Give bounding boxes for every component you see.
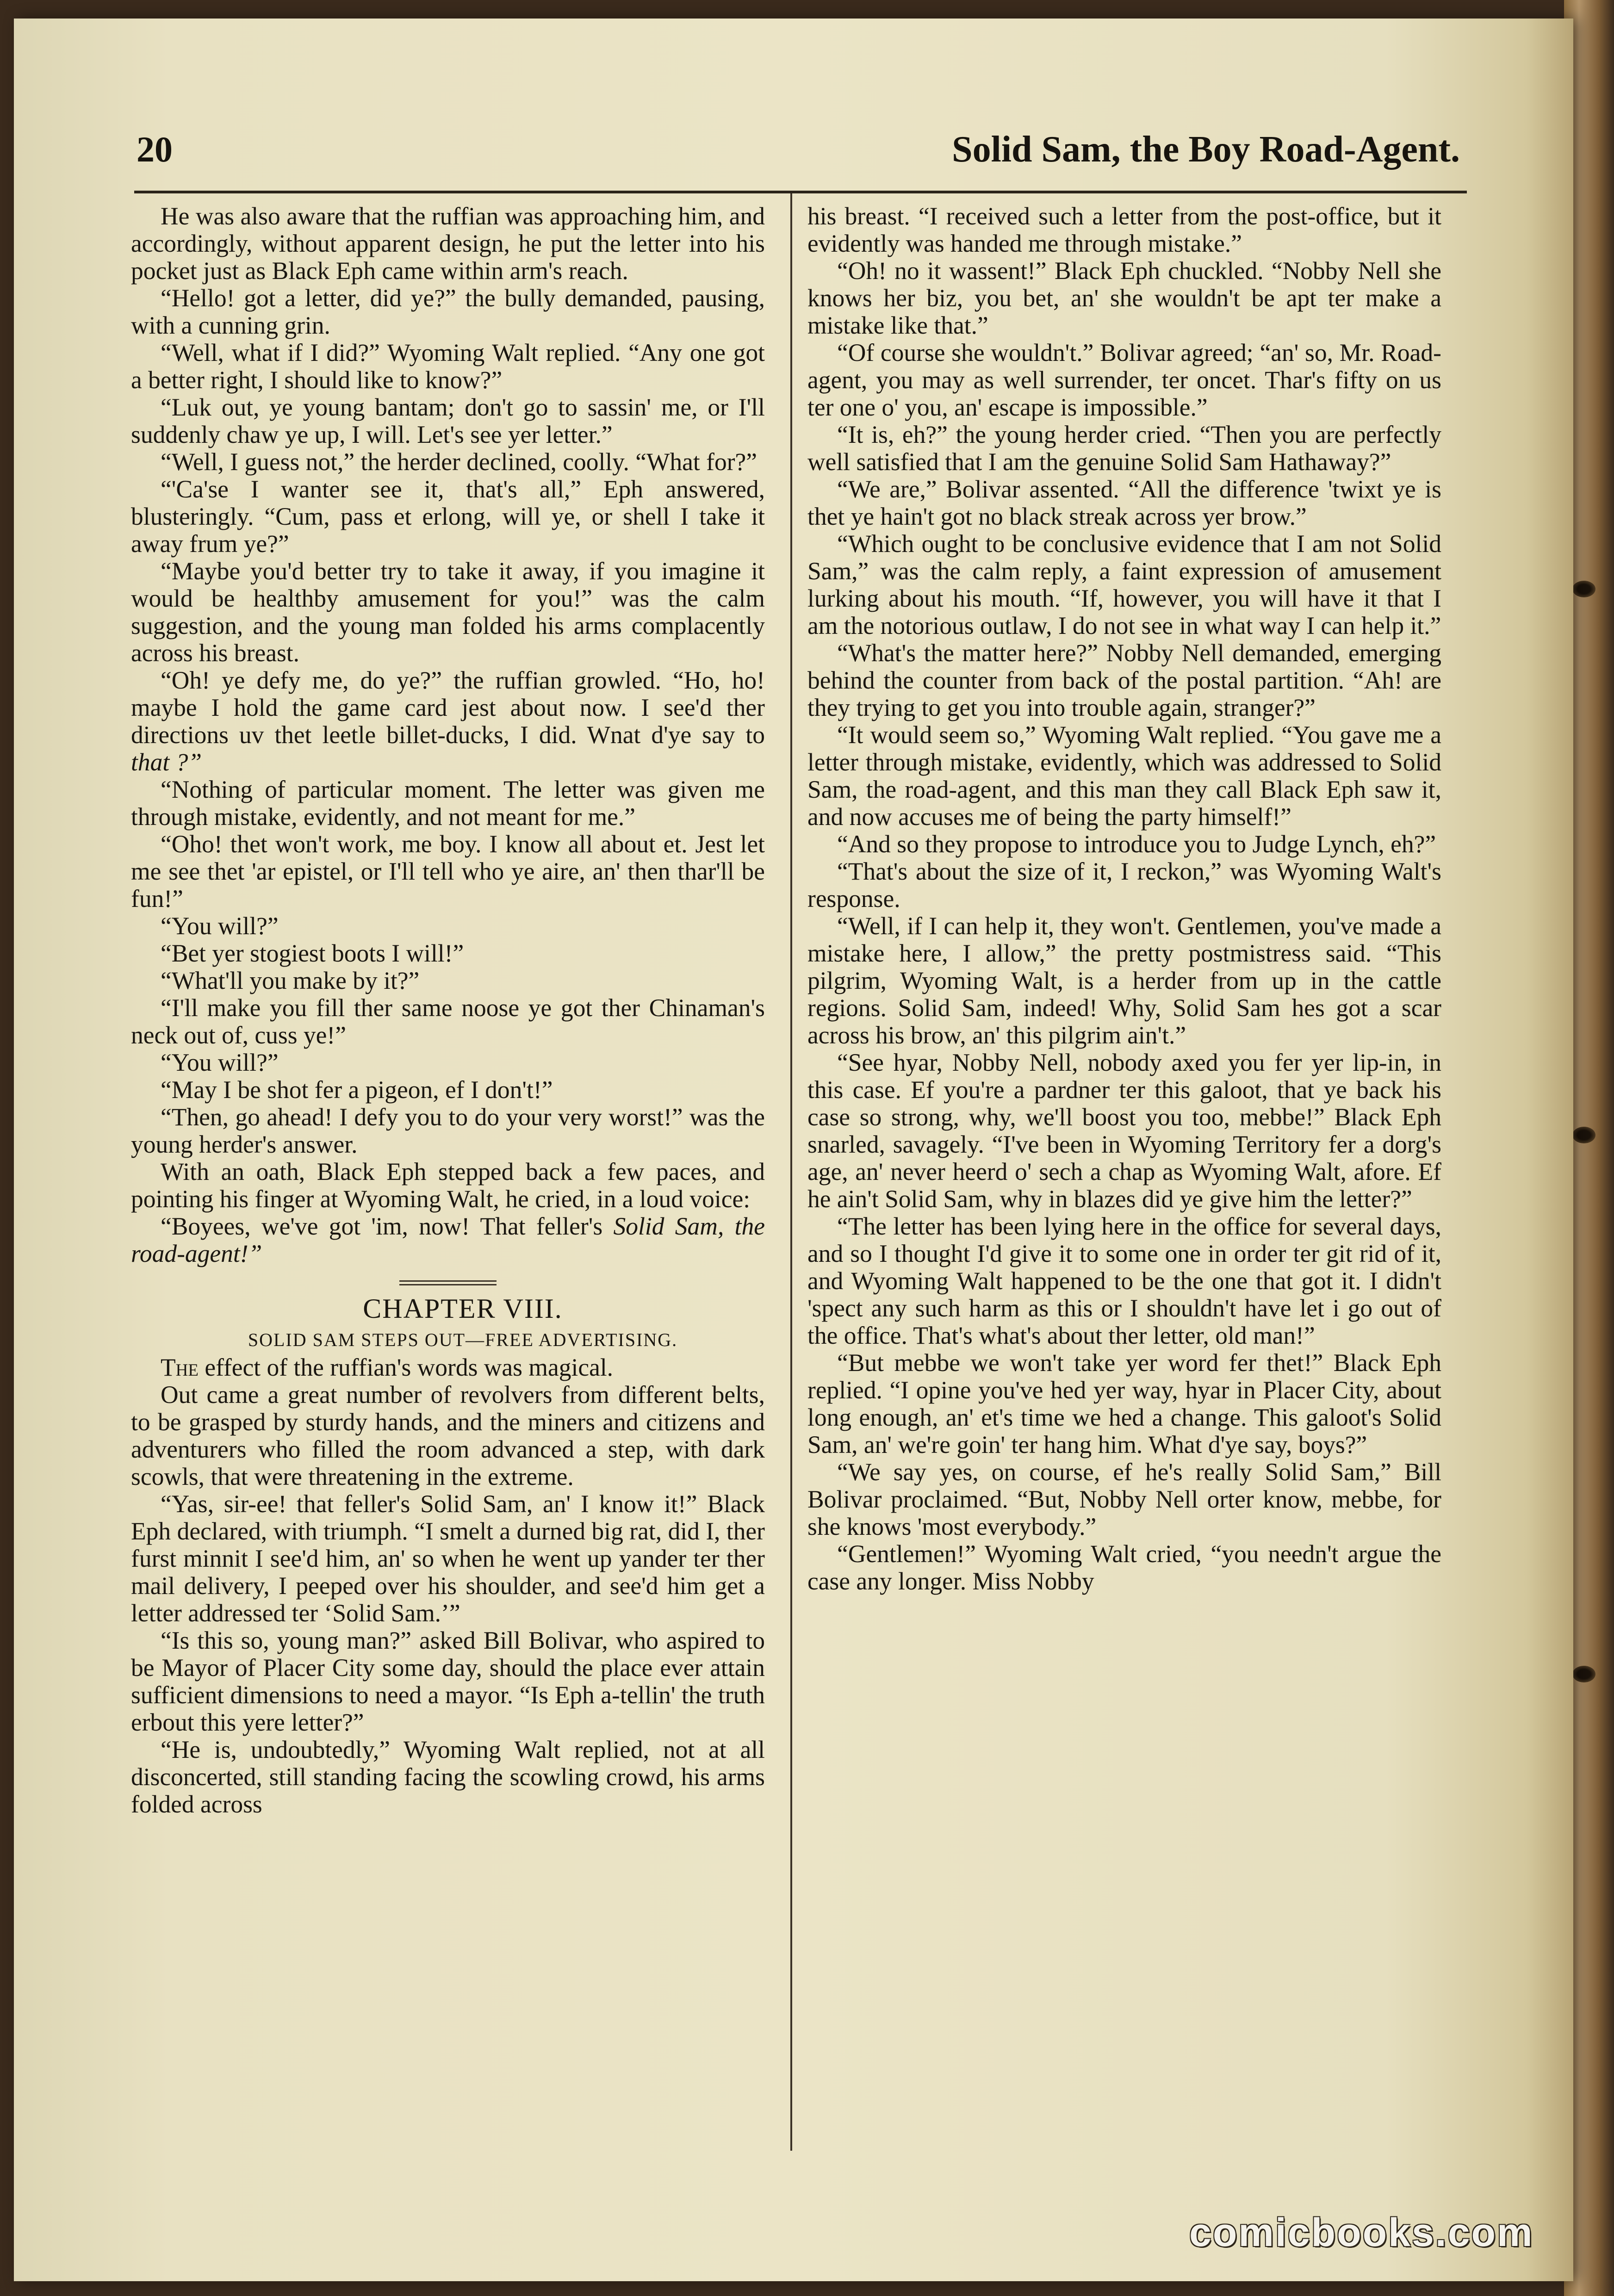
paragraph: “Oh! no it wassent!” Black Eph chuckled. “Nobby Nell she knows her biz, you bet, an' she wouldn't be apt ter make a mistake like that.” <box>807 257 1441 339</box>
paragraph: “What's the matter here?” Nobby Nell demanded, emerging behind the counter from back of the postal partition. “Ah! are they trying to get you into trouble again, stranger?” <box>807 639 1441 721</box>
paragraph: “Well, I guess not,” the herder declined, coolly. “What for?” <box>161 448 757 476</box>
paragraph: “I'll make you fill ther same noose ye got ther Chinaman's neck out of, cuss ye!” <box>131 994 765 1049</box>
section-break <box>399 1280 497 1285</box>
paragraph: “You will?” <box>161 1049 279 1076</box>
paragraph-text: “Oh! ye defy me, do ye?” the ruffian growled. “Ho, ho! maybe I hold the game card jest about now. I see'd ther directions uv thet leetle billet-ducks, I did. Wnat d'ye say to <box>131 666 765 749</box>
paragraph: his breast. “I received such a letter from the post-office, but it evidently was handed me through mistake.” <box>807 203 1441 257</box>
paragraph: “You will?” <box>161 912 279 940</box>
paragraph: “Then, go ahead! I defy you to do your very worst!” was the young herder's answer. <box>131 1103 765 1158</box>
paragraph: “Oho! thet won't work, me boy. I know all about et. Jest let me see thet 'ar epistel, or I'll tell who ye aire, an' then thar'll be fun!” <box>131 830 765 912</box>
paragraph: “May I be shot fer a pigeon, ef I don't!” <box>161 1076 553 1104</box>
paragraph: “We say yes, on course, ef he's really Solid Sam,” Bill Bolivar proclaimed. “But, Nobby Nell orter know, mebbe, for she knows 'most everybody.” <box>807 1458 1441 1540</box>
paragraph: “The letter has been lying here in the office for several days, and so I thought I'd give it to some one in order ter git rid of it, and Wyoming Walt happened to be the one that got it. I didn't 'spect any such harm as this or I shouldn't have let i go out of the office. That's what's about ther letter, old man!” <box>807 1212 1441 1349</box>
paragraph: Out came a great number of revolvers from different belts, to be grasped by sturdy hands, and the miners and citizens and adventurers who filled the room advanced a step, with dark scowls, that were threatening in the extreme. <box>131 1381 765 1490</box>
paragraph: “Is this so, young man?” asked Bill Bolivar, who aspired to be Mayor of Placer City some day, should the place ever attain sufficient dimensions to need a mayor. “Is Eph a-tellin' the truth erbout this yere letter?” <box>131 1626 765 1736</box>
paragraph-text: “Boyees, we've got 'im, now! That feller's <box>161 1212 603 1240</box>
paragraph <box>131 1213 765 1267</box>
paragraph: With an oath, Black Eph stepped back a few paces, and pointing his finger at Wyoming Walt, he cried, in a loud voice: <box>131 1158 765 1213</box>
paragraph: “Of course she wouldn't.” Bolivar agreed; “an' so, Mr. Road-agent, you may as well surrender, ter oncet. Thar's fifty on us ter one o' you, an' escape is impossible.” <box>807 339 1441 421</box>
paragraph: “Which ought to be conclusive evidence that I am not Solid Sam,” was the calm reply, a faint expression of amusement lurking about his mouth. “If, however, you will have it that I am the notorious outlaw, I do not see in what way I can help it.” <box>807 530 1441 639</box>
emphasis: that ?” <box>131 748 202 776</box>
paragraph: “Luk out, ye young bantam; don't go to sassin' me, or I'll suddenly chaw ye up, I will. Let's see yer letter.” <box>131 393 765 448</box>
paragraph: “He is, undoubtedly,” Wyoming Walt replied, not at all disconcerted, still standing facing the scowling crowd, his arms folded across <box>131 1736 765 1818</box>
paragraph <box>131 1354 765 1381</box>
chapter-title: CHAPTER VIII. <box>363 1293 563 1324</box>
paragraph: “It is, eh?” the young herder cried. “Then you are perfectly well satisfied that I am the genuine Solid Sam Hathaway?” <box>807 421 1441 476</box>
paragraph: “Well, what if I did?” Wyoming Walt replied. “Any one got a better right, I should like to know?” <box>131 339 765 394</box>
paragraph <box>131 667 765 776</box>
paragraph: “What'll you make by it?” <box>161 967 420 994</box>
lead-word: The <box>161 1353 199 1381</box>
paragraph: “'Ca'se I wanter see it, that's all,” Eph answered, blusteringly. “Cum, pass et erlong, will ye, or shell I take it away frum ye?” <box>131 475 765 558</box>
paragraph: “It would seem so,” Wyoming Walt replied. “You gave me a letter through mistake, evidently, which was addressed to Solid Sam, the road-agent, and this man they call Black Eph saw it, and now accuses me of being the party himself!” <box>807 721 1441 831</box>
header-rule <box>134 191 1467 193</box>
right-column <box>807 203 1441 2146</box>
running-title: Solid Sam, the Boy Road-Agent. <box>952 129 1460 170</box>
paragraph: “Bet yer stogiest boots I will!” <box>161 939 464 967</box>
binding-staple <box>1572 1127 1595 1143</box>
left-column <box>131 203 765 2146</box>
emphasis: Solid Sam, the road-agent!” <box>131 1212 765 1267</box>
page-header <box>123 124 1469 180</box>
page-number: 20 <box>137 129 173 169</box>
paragraph: “We are,” Bolivar assented. “All the difference 'twixt ye is thet ye hain't got no black streak across yer brow.” <box>807 475 1441 530</box>
paragraph: “See hyar, Nobby Nell, nobody axed you fer yer lip-in, in this case. Ef you're a pardner ter this galoot, that ye back his case so strong, why, we'll boost you too, mebbe!” Black Eph snarled, savagely. “I've been in Wyoming Territory fer a dorg's age, an' never heerd o' sech a chap as Wyoming Walt, afore. Ef he ain't Solid Sam, why in blazes did ye give him the letter?” <box>807 1049 1441 1213</box>
chapter-subtitle: SOLID SAM STEPS OUT—FREE ADVERTISING. <box>248 1329 678 1350</box>
binding-staple <box>1572 581 1595 597</box>
paragraph: “But mebbe we won't take yer word fer thet!” Black Eph replied. “I opine you've hed yer way, hyar in Placer City, about long enough, an' et's time we hed a change. This galoot's Solid Sam, an' we're goin' ter hang him. What d'ye say, boys?” <box>807 1349 1441 1458</box>
paragraph: “And so they propose to introduce you to Judge Lynch, eh?” <box>837 830 1436 858</box>
paragraph: “Hello! got a letter, did ye?” the bully demanded, pausing, with a cunning grin. <box>131 284 765 339</box>
binding-staple <box>1572 1666 1595 1682</box>
paragraph: “Maybe you'd better try to take it away, if you imagine it would be healthby amusement for you!” was the calm suggestion, and the young man folded his arms complacently across his breast. <box>131 557 765 667</box>
paragraph: “Yas, sir-ee! that feller's Solid Sam, an' I know it!” Black Eph declared, with triumph. “I smelt a durned big rat, did I, ther furst minnit I see'd him, an' so when he went up yander ter ther mail delivery, I peeped over his shoulder, and see'd him get a letter addressed ter ‘Solid Sam.’” <box>131 1490 765 1627</box>
paragraph: “Nothing of particular moment. The letter was given me through mistake, evidently, and not meant for me.” <box>131 776 765 831</box>
paragraph: “That's about the size of it, I reckon,” was Wyoming Walt's response. <box>807 857 1441 912</box>
column-divider <box>790 193 792 2151</box>
paragraph-text: effect of the ruffian's words was magical. <box>205 1353 614 1381</box>
paragraph: “Well, if I can help it, they won't. Gentlemen, you've made a mistake here, I allow,” the pretty postmistress said. “This pilgrim, Wyoming Walt, is a herder from up in the cattle regions. Solid Sam, indeed! Why, Solid Sam hes got a scar across his brow, an' this pilgrim ain't.” <box>807 912 1441 1049</box>
watermark[interactable]: comicbooks.com <box>1189 2210 1534 2255</box>
paragraph: “Gentlemen!” Wyoming Walt cried, “you needn't argue the case any longer. Miss Nobby <box>807 1540 1441 1595</box>
paragraph: He was also aware that the ruffian was approaching him, and accordingly, without apparent design, he put the letter into his pocket just as Black Eph came within arm's reach. <box>131 203 765 285</box>
